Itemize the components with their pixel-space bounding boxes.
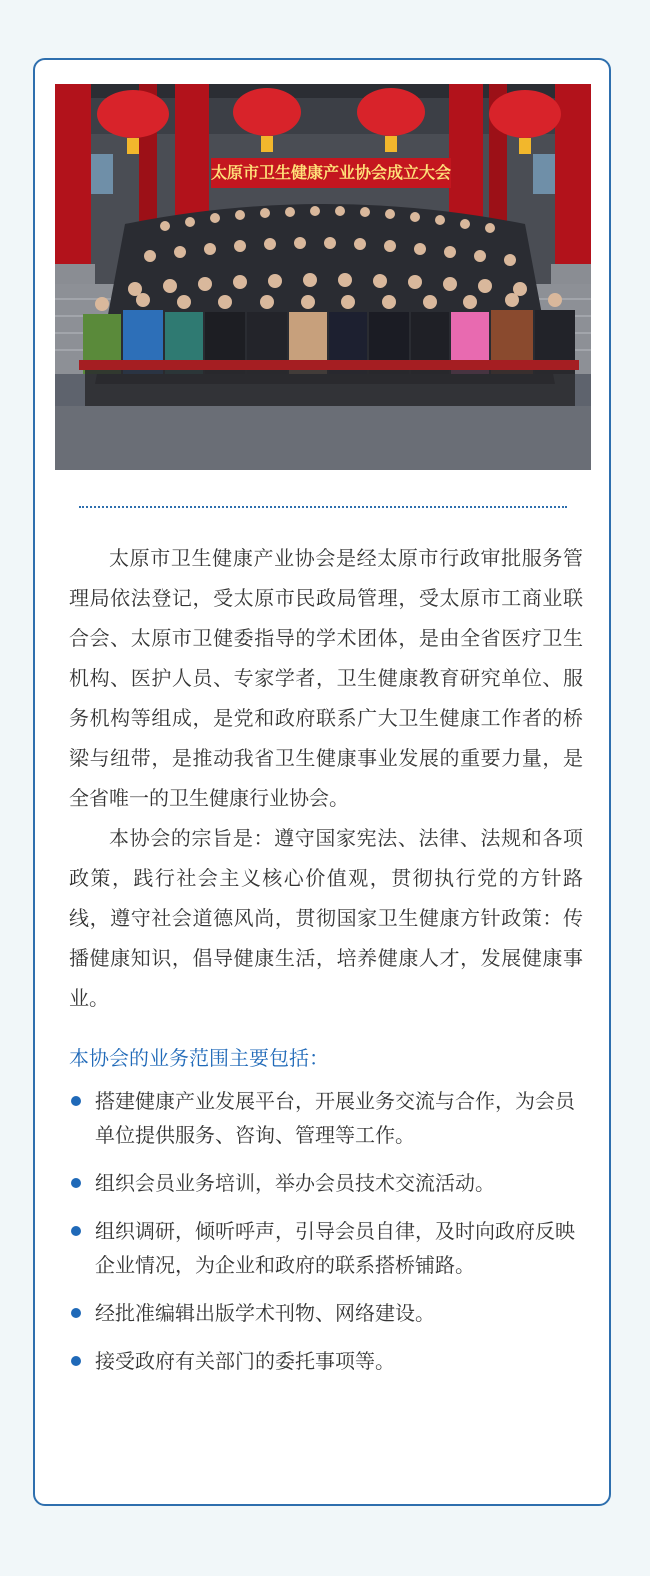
purpose-paragraph: 本协会的宗旨是：遵守国家宪法、法律、法规和各项政策，践行社会主义核心价值观，贯彻执行党的方针路线，遵守社会道德风尚，贯彻国家卫生健康方针政策：传播健康知识，倡导健康生活，培养健康人才，发展健康事业。 xyxy=(69,826,583,1010)
bullet-dot-icon xyxy=(71,1356,81,1366)
bullet-dot-icon xyxy=(71,1096,81,1106)
list-item xyxy=(69,1084,583,1152)
scope-list xyxy=(69,1084,583,1378)
intro-paragraph: 太原市卫生健康产业协会是经太原市行政审批服务管理局依法登记，受太原市民政局管理，受太原市工商业联合会、太原市卫健委指导的学术团体，是由全省医疗卫生机构、医护人员、专家学者，卫生健康教育研究单位、服务机构等组成，是党和政府联系广大卫生健康工作者的桥梁与纽带，是推动我省卫生健康事业发展的重要力量，是全省唯一的卫生健康行业协会。 xyxy=(69,546,583,810)
list-item-text: 组织调研，倾听呼声，引导会员自律，及时向政府反映企业情况，为企业和政府的联系搭桥铺路。 xyxy=(95,1219,575,1277)
list-item xyxy=(69,1214,583,1282)
dotted-divider xyxy=(79,506,567,508)
info-card xyxy=(33,58,611,1506)
scope-heading: 本协会的业务范围主要包括： xyxy=(69,1046,329,1070)
bullet-dot-icon xyxy=(71,1226,81,1236)
list-item xyxy=(69,1344,583,1378)
group-photo-illustration xyxy=(55,84,591,470)
bullet-dot-icon xyxy=(71,1178,81,1188)
list-item xyxy=(69,1166,583,1200)
bullet-dot-icon xyxy=(71,1308,81,1318)
list-item-text: 接受政府有关部门的委托事项等。 xyxy=(95,1349,395,1373)
list-item-text: 组织会员业务培训，举办会员技术交流活动。 xyxy=(95,1171,495,1195)
list-item xyxy=(69,1296,583,1330)
group-photo xyxy=(55,84,591,470)
content xyxy=(69,538,583,1392)
list-item-text: 经批准编辑出版学术刊物、网络建设。 xyxy=(95,1301,435,1325)
list-item-text: 搭建健康产业发展平台，开展业务交流与合作，为会员单位提供服务、咨询、管理等工作。 xyxy=(95,1089,575,1147)
banner-text: 太原市卫生健康产业协会成立大会 xyxy=(211,163,452,182)
